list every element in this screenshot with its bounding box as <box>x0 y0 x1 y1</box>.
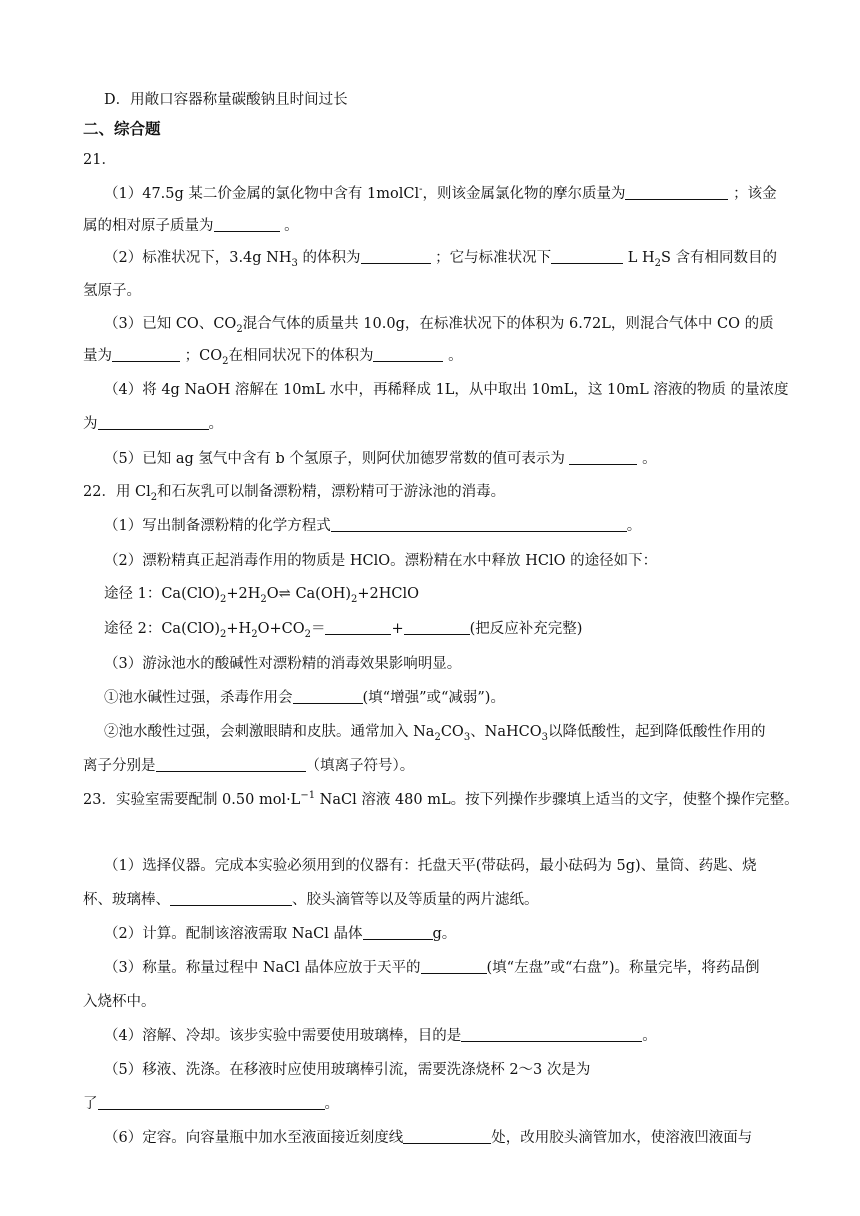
answer-blank[interactable] <box>373 347 443 362</box>
q22-part3-item2-line1: ②池水酸性过强，会刺激眼睛和皮肤。通常加入 $Na_2CO_3$、NaHCO$_3$以降低酸性，起到降低酸性作用的 <box>104 724 766 743</box>
answer-blank[interactable] <box>112 347 180 362</box>
answer-blank[interactable] <box>361 249 431 264</box>
q22-part3-item1: ①池水碱性过强，杀毒作用会 (填“增强”或“减弱”)。 <box>104 690 505 706</box>
q23-part1-line2: 杯、玻璃棒、 、胶头滴管等以及等质量的两片滤纸。 <box>83 892 539 908</box>
section-title: 二、综合题 <box>83 120 161 138</box>
answer-blank[interactable] <box>170 891 292 906</box>
answer-blank[interactable] <box>331 517 627 532</box>
answer-blank[interactable] <box>625 185 728 200</box>
answer-blank[interactable] <box>325 620 391 635</box>
q23-part3-line1: （3）称量。称量过程中 NaCl 晶体应放于天平的 (填“左盘”或“右盘”)。称量完毕，将药品倒 <box>104 960 760 976</box>
q23-part6: （6）定容。向容量瓶中加水至液面接近刻度线 处，改用胶头滴管加水，使溶液凹液面与 <box>104 1130 753 1146</box>
q21-number: 21． <box>83 152 116 168</box>
answer-blank[interactable] <box>214 217 280 232</box>
q23-part5-line1: （5）移液、洗涤。在移液时应使用玻璃棒引流，需要洗涤烧杯 2～3 次是为 <box>104 1062 591 1078</box>
q20-option-d: D．用敞口容器称量碳酸钠且时间过长 <box>104 92 348 108</box>
answer-blank[interactable] <box>551 249 623 264</box>
q22-part3: （3）游泳池水的酸碱性对漂粉精的消毒效果影响明显。 <box>104 656 462 672</box>
answer-blank[interactable] <box>421 959 487 974</box>
answer-blank[interactable] <box>363 925 433 940</box>
answer-blank[interactable] <box>404 620 470 635</box>
q21-part1-line2: 属的相对原子质量为 。 <box>83 218 299 234</box>
answer-blank[interactable] <box>569 450 637 465</box>
q21-part4-line2: 为 。 <box>83 416 223 432</box>
q21-part3-line1: （3）已知 CO、$CO_2$混合气体的质量共 10.0g，在标准状况下的体积为 6.72L，则混合气体中 CO 的质 <box>104 316 774 335</box>
q23-intro: 23．实验室需要配制 0.50 $mol\cdot L^{-1}$ NaCl 溶液 480 mL。按下列操作步骤填上适当的文字，使整个操作完整。 <box>83 790 799 808</box>
q22-route1: 途径 1：$Ca(ClO)_2+2H_2O\rightleftharpoons$ $Ca(OH)_2+2HClO$ <box>104 586 420 605</box>
answer-blank[interactable] <box>98 1095 325 1110</box>
q21-part2-line1: （2）标准状况下，3.4g $NH_3$ 的体积为 ；它与标准状况下 L $H_2S$ 含有相同数目的 <box>104 250 778 269</box>
q23-part2: （2）计算。配制该溶液需取 NaCl 晶体 g。 <box>104 926 457 942</box>
q22-route2: 途径 2：$Ca(ClO)_2+H_2O+CO_2=$ + (把反应补充完整) <box>104 621 583 640</box>
answer-blank[interactable] <box>461 1027 642 1042</box>
q21-part5: （5）已知 ag 氢气中含有 b 个氢原子，则阿伏加德罗常数的值可表示为 。 <box>104 451 657 467</box>
q22-intro: 22．用 $Cl_2$和石灰乳可以制备漂粉精，漂粉精可于游泳池的消毒。 <box>83 484 506 503</box>
q22-part3-item2-line2: 离子分别是 （填离子符号）。 <box>83 758 415 774</box>
q21-part1-line1: （1）47.5g 某二价金属的氯化物中含有 1molCl-，则该金属氯化物的摩尔质量为 ；该金 <box>104 184 777 202</box>
answer-blank[interactable] <box>403 1129 491 1144</box>
q23-part4: （4）溶解、冷却。该步实验中需要使用玻璃棒，目的是 。 <box>104 1028 657 1044</box>
q23-part1-line1: （1）选择仪器。完成本实验必须用到的仪器有：托盘天平(带砝码，最小砝码为 5g)、量筒、药匙、烧 <box>104 858 757 874</box>
q23-part5-line2: 了 。 <box>83 1096 339 1112</box>
answer-blank[interactable] <box>98 415 209 430</box>
answer-blank[interactable] <box>156 757 306 772</box>
q22-part2: （2）漂粉精真正起消毒作用的物质是 HClO。漂粉精在水中释放 HClO 的途径如下： <box>104 553 658 569</box>
answer-blank[interactable] <box>293 689 363 704</box>
q21-part3-line2: 量为 ；$CO_2$在相同状况下的体积为 。 <box>83 348 463 367</box>
q21-part2-line2: 氢原子。 <box>83 283 141 299</box>
q22-part1: （1）写出制备漂粉精的化学方程式 。 <box>104 518 642 534</box>
q21-part4-line1: （4）将 4g NaOH 溶解在 10mL 水中，再稀释成 1L，从中取出 10mL，这 10mL 溶液的物质 的量浓度 <box>104 382 789 398</box>
q23-part3-line2: 入烧杯中。 <box>83 994 156 1010</box>
